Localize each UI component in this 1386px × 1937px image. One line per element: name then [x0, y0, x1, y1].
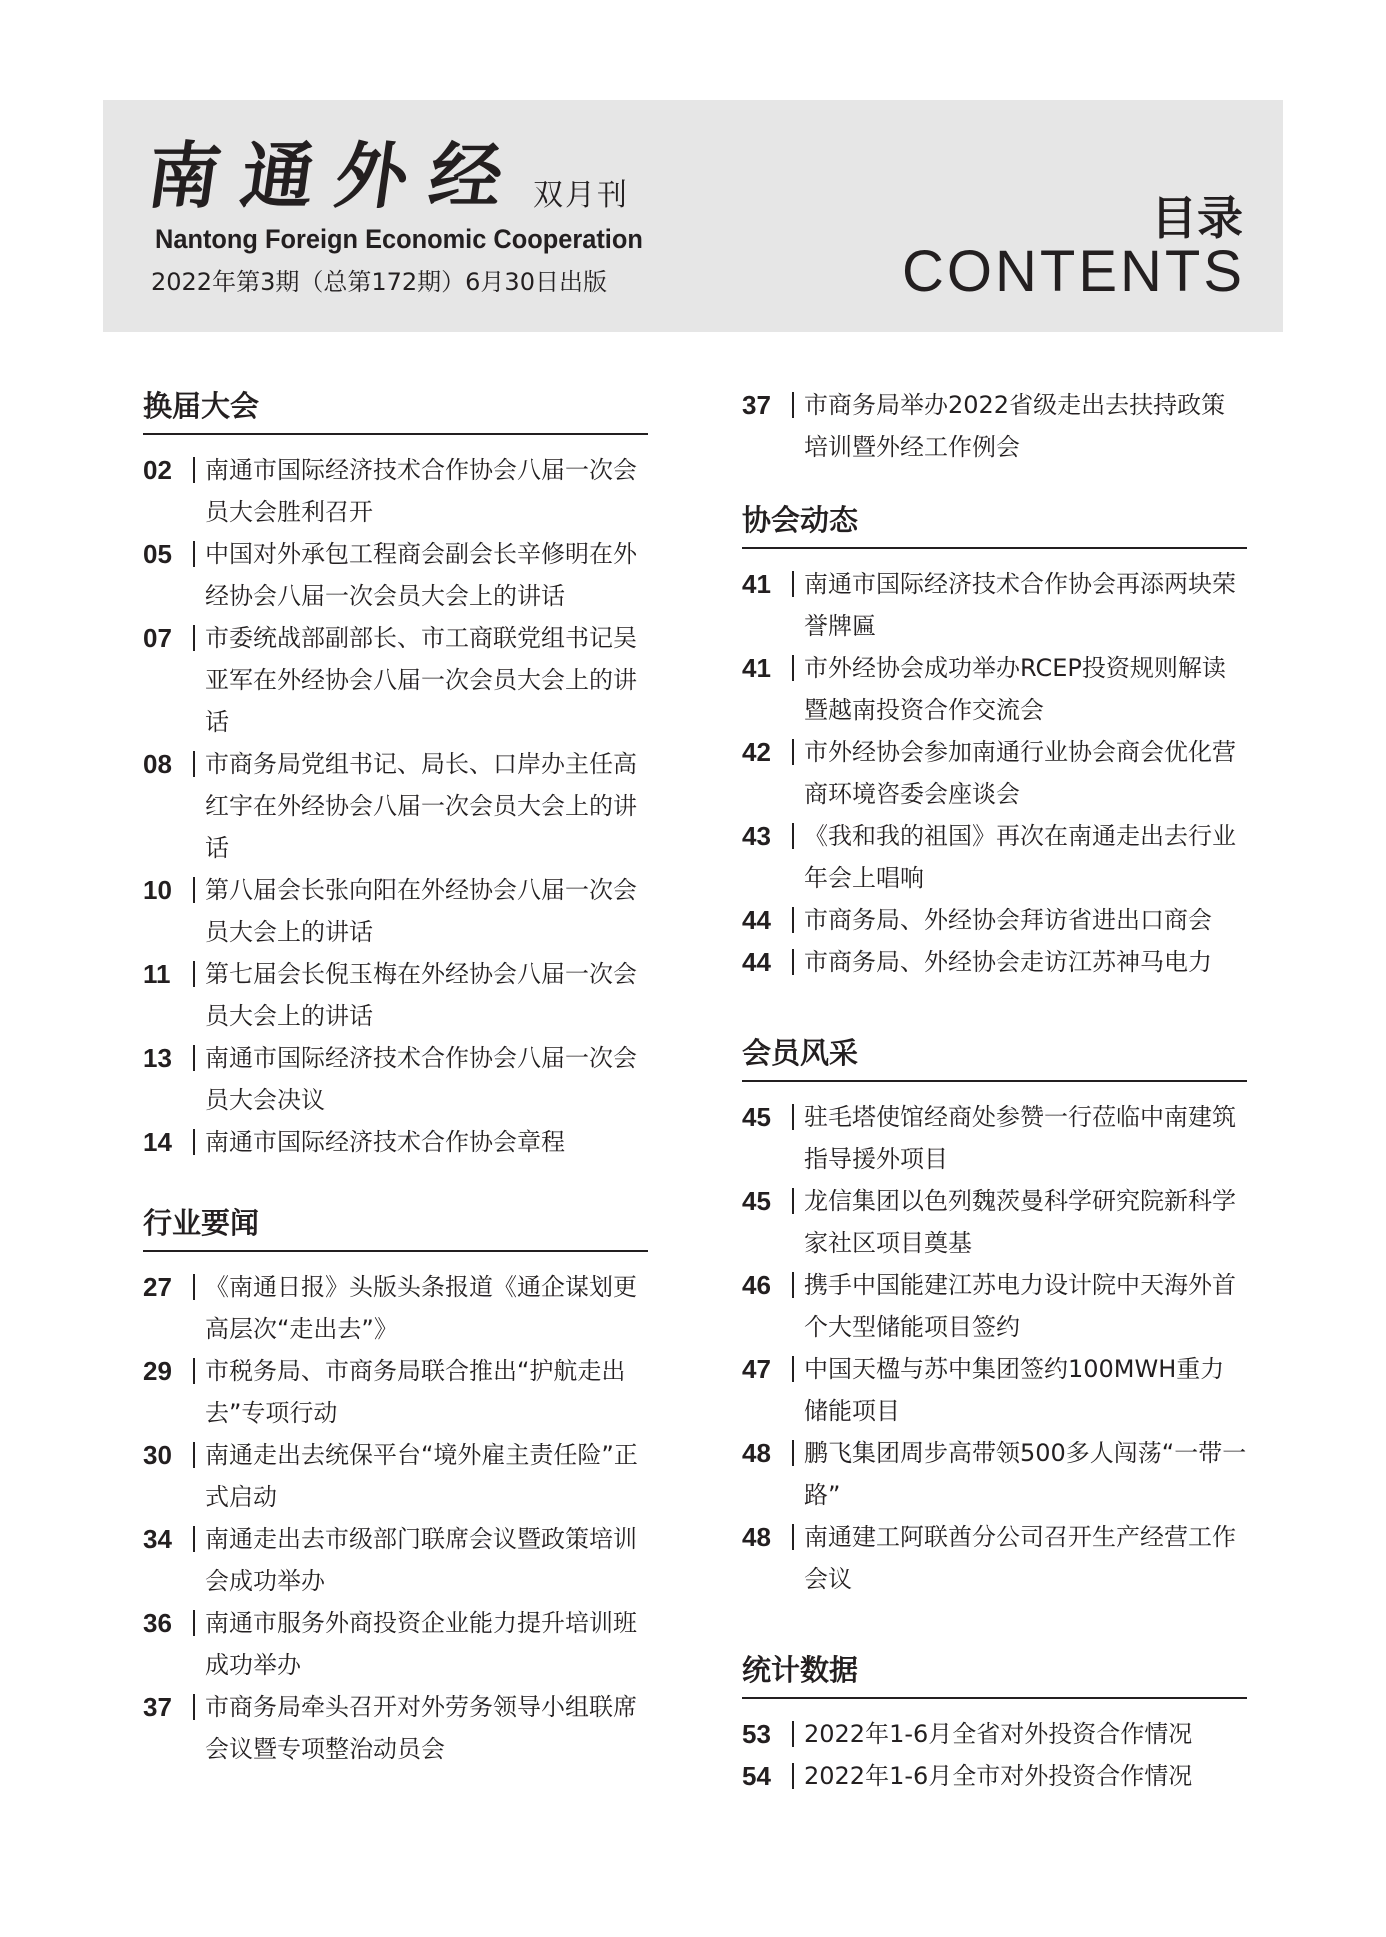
separator-bar [193, 625, 195, 651]
page-number: 37 [143, 1692, 172, 1722]
toc-entry[interactable] [742, 1755, 1247, 1797]
separator-bar [193, 877, 195, 903]
page-number: 11 [143, 959, 171, 989]
toc-entry[interactable] [742, 1713, 1247, 1755]
toc-entry[interactable] [143, 617, 648, 743]
separator-bar [792, 823, 794, 849]
article-title: 市商务局、外经协会拜访省进出口商会 [804, 906, 1212, 934]
page-number: 41 [742, 653, 771, 683]
article-title: 第八届会长张向阳在外经协会八届一次会员大会上的讲话 [205, 876, 637, 946]
toc-entry[interactable] [143, 1350, 648, 1434]
toc-section [742, 1031, 1247, 1600]
magazine-logo: 南通外经 [142, 133, 531, 218]
article-title: 南通市服务外商投资企业能力提升培训班成功举办 [205, 1609, 637, 1679]
separator-bar [193, 1694, 195, 1720]
separator-bar [792, 392, 794, 418]
separator-bar [792, 1721, 794, 1747]
article-title: 市委统战部副部长、市工商联党组书记吴亚军在外经协会八届一次会员大会上的讲话 [205, 624, 637, 736]
article-title: 南通市国际经济技术合作协会章程 [205, 1128, 565, 1156]
article-title: 市商务局牵头召开对外劳务领导小组联席会议暨专项整治动员会 [205, 1693, 637, 1763]
page-number: 47 [742, 1354, 771, 1384]
toc-section [742, 384, 1247, 468]
toc-entry[interactable] [742, 941, 1247, 983]
separator-bar [792, 907, 794, 933]
masthead [103, 100, 1283, 332]
page-number: 37 [742, 390, 771, 420]
page-number: 14 [143, 1127, 172, 1157]
page-number: 36 [143, 1608, 172, 1638]
article-title: 南通建工阿联酋分公司召开生产经营工作会议 [804, 1523, 1236, 1593]
article-title: 中国天楹与苏中集团签约100MWH重力储能项目 [804, 1355, 1225, 1425]
section-title: 协会动态 [742, 498, 1247, 549]
article-title: 南通市国际经济技术合作协会八届一次会员大会决议 [205, 1044, 637, 1114]
article-title: 2022年1-6月全省对外投资合作情况 [804, 1720, 1193, 1748]
article-title: 驻毛塔使馆经商处参赞一行莅临中南建筑指导援外项目 [804, 1103, 1236, 1173]
separator-bar [792, 1440, 794, 1466]
toc-right-column [742, 384, 1247, 1797]
article-title: 2022年1-6月全市对外投资合作情况 [804, 1762, 1193, 1790]
frequency-label: 双月刊 [533, 178, 629, 213]
separator-bar [193, 1274, 195, 1300]
toc-entry[interactable] [143, 1434, 648, 1518]
toc-entry[interactable] [143, 743, 648, 869]
page-number: 05 [143, 539, 172, 569]
separator-bar [792, 1763, 794, 1789]
article-title: 龙信集团以色列魏茨曼科学研究院新科学家社区项目奠基 [804, 1187, 1236, 1257]
toc-entry[interactable] [742, 1348, 1247, 1432]
toc-entry[interactable] [143, 1037, 648, 1121]
article-title: 《我和我的祖国》再次在南通走出去行业年会上唱响 [804, 822, 1236, 892]
page-number: 29 [143, 1356, 172, 1386]
article-title: 南通市国际经济技术合作协会八届一次会员大会胜利召开 [205, 456, 637, 526]
page-number: 44 [742, 905, 771, 935]
page-number: 27 [143, 1272, 172, 1302]
separator-bar [193, 1358, 195, 1384]
page-number: 43 [742, 821, 771, 851]
page-number: 45 [742, 1186, 771, 1216]
separator-bar [193, 1129, 195, 1155]
article-title: 携手中国能建江苏电力设计院中天海外首个大型储能项目签约 [804, 1271, 1236, 1341]
separator-bar [193, 541, 195, 567]
toc-entry[interactable] [143, 449, 648, 533]
page-number: 10 [143, 875, 172, 905]
article-title: 南通走出去统保平台“境外雇主责任险”正式启动 [205, 1441, 638, 1511]
contents-title-en: CONTENTS [902, 239, 1245, 304]
page-number: 54 [742, 1761, 771, 1791]
page-number: 46 [742, 1270, 771, 1300]
separator-bar [792, 1524, 794, 1550]
toc-entry[interactable] [143, 1518, 648, 1602]
page-number: 48 [742, 1522, 771, 1552]
toc-entry[interactable] [742, 899, 1247, 941]
article-title: 鹏飞集团周步高带领500多人闯荡“一带一路” [804, 1439, 1247, 1509]
page-number: 08 [143, 749, 172, 779]
toc-entry[interactable] [742, 563, 1247, 647]
separator-bar [193, 751, 195, 777]
article-title: 第七届会长倪玉梅在外经协会八届一次会员大会上的讲话 [205, 960, 637, 1030]
separator-bar [792, 1356, 794, 1382]
separator-bar [193, 1610, 195, 1636]
toc-entry[interactable] [742, 1180, 1247, 1264]
section-title: 行业要闻 [143, 1201, 648, 1252]
article-title: 市税务局、市商务局联合推出“护航走出去”专项行动 [205, 1357, 626, 1427]
article-title: 南通走出去市级部门联席会议暨政策培训会成功举办 [205, 1525, 637, 1595]
page-number: 48 [742, 1438, 771, 1468]
page-number: 53 [742, 1719, 771, 1749]
toc-entry[interactable] [742, 731, 1247, 815]
page-number: 41 [742, 569, 771, 599]
separator-bar [792, 571, 794, 597]
toc-entry[interactable] [143, 869, 648, 953]
page-number: 45 [742, 1102, 771, 1132]
section-title: 会员风采 [742, 1031, 1247, 1082]
english-name: Nantong Foreign Economic Cooperation [155, 224, 643, 254]
toc-entry[interactable] [143, 1121, 648, 1163]
article-title: 中国对外承包工程商会副会长辛修明在外经协会八届一次会员大会上的讲话 [205, 540, 637, 610]
separator-bar [792, 1104, 794, 1130]
toc-entry[interactable] [742, 815, 1247, 899]
toc-entry[interactable] [143, 1686, 648, 1770]
section-title: 统计数据 [742, 1648, 1247, 1699]
toc-entry[interactable] [143, 1266, 648, 1350]
toc-entry[interactable] [143, 533, 648, 617]
toc-entry[interactable] [742, 1432, 1247, 1516]
page-number: 42 [742, 737, 771, 767]
toc-entry[interactable] [143, 953, 648, 1037]
separator-bar [792, 739, 794, 765]
toc-entry[interactable] [742, 384, 1247, 468]
article-title: 《南通日报》头版头条报道《通企谋划更高层次“走出去”》 [205, 1273, 637, 1343]
page-number: 30 [143, 1440, 172, 1470]
issue-info: 2022年第3期（总第172期）6月30日出版 [151, 268, 607, 296]
article-title: 市外经协会成功举办RCEP投资规则解读暨越南投资合作交流会 [804, 654, 1226, 724]
toc-entry[interactable] [143, 1602, 648, 1686]
article-title: 市外经协会参加南通行业协会商会优化营商环境咨委会座谈会 [804, 738, 1236, 808]
toc-section [742, 1648, 1247, 1797]
toc-section [143, 1201, 648, 1770]
article-title: 市商务局、外经协会走访江苏神马电力 [804, 948, 1212, 976]
page-number: 02 [143, 455, 172, 485]
toc-section [143, 384, 648, 1163]
separator-bar [193, 1442, 195, 1468]
section-title: 换届大会 [143, 384, 648, 435]
toc-left-column [143, 384, 648, 1770]
separator-bar [193, 1526, 195, 1552]
contents-title-cn: 目录 [1151, 191, 1243, 245]
separator-bar [792, 1272, 794, 1298]
separator-bar [193, 457, 195, 483]
page-number: 44 [742, 947, 771, 977]
separator-bar [193, 961, 195, 987]
separator-bar [792, 1188, 794, 1214]
article-title: 市商务局党组书记、局长、口岸办主任高红宇在外经协会八届一次会员大会上的讲话 [205, 750, 637, 862]
separator-bar [193, 1045, 195, 1071]
separator-bar [792, 949, 794, 975]
page-number: 07 [143, 623, 172, 653]
toc-section [742, 498, 1247, 983]
toc-entry[interactable] [742, 1516, 1247, 1600]
article-title: 南通市国际经济技术合作协会再添两块荣誉牌匾 [804, 570, 1236, 640]
toc-entry[interactable] [742, 1096, 1247, 1180]
article-title: 市商务局举办2022省级走出去扶持政策培训暨外经工作例会 [804, 391, 1226, 461]
separator-bar [792, 655, 794, 681]
page-number: 13 [143, 1043, 172, 1073]
page-number: 34 [143, 1524, 172, 1554]
toc-entry[interactable] [742, 647, 1247, 731]
toc-entry[interactable] [742, 1264, 1247, 1348]
